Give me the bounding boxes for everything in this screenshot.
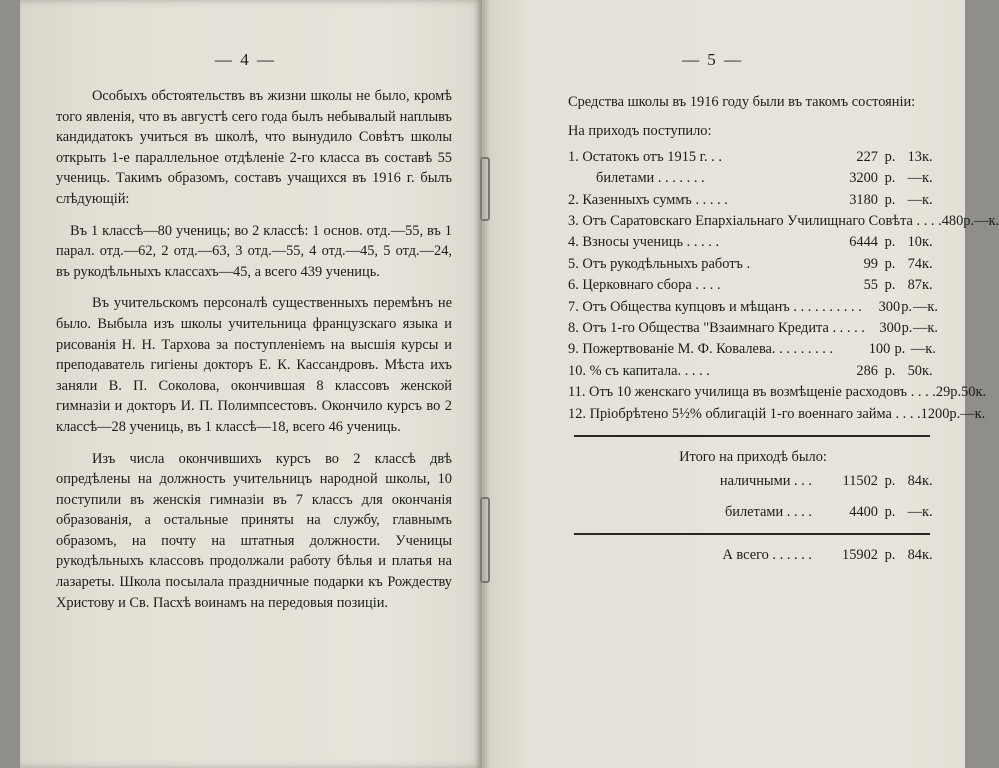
paragraph-class-statistics: Въ 1 классѣ—80 учениць; во 2 классѣ: 1 основ. отд.—55, въ 1 парал. отд.—62, 2 отд.—63, 3 отд.—55, 4 отд.—45, 5 отд.—24, въ рукодѣльныхъ классахъ—45, а всего 439 учениць.	[56, 222, 452, 280]
left-page	[20, 0, 482, 768]
income-item-row	[568, 297, 938, 318]
income-item-amount: 1200	[920, 405, 950, 422]
income-item-kopeck-unit: к.	[927, 320, 938, 337]
income-item-currency: р.	[901, 298, 912, 315]
summary-kopecks: —	[907, 503, 922, 520]
summary-row-tickets	[568, 502, 938, 523]
income-item-description: 5. Отъ рукодѣльныхъ работъ .	[568, 255, 751, 272]
summary-currency: р.	[884, 472, 896, 489]
income-item-row	[568, 232, 938, 253]
income-item-row	[568, 382, 987, 403]
page-number-left: — 4 —	[215, 50, 276, 69]
income-report	[568, 92, 999, 577]
income-item-amount: 55	[863, 277, 878, 294]
income-item-kopecks: —	[974, 213, 989, 230]
income-item-currency: р.	[950, 384, 962, 401]
income-item-kopecks: —	[913, 298, 928, 315]
income-item-kopeck-unit: к.	[922, 170, 933, 187]
divider-line	[574, 533, 930, 535]
income-item-kopecks: —	[960, 405, 975, 422]
staple-bottom	[480, 497, 490, 583]
income-item-kopecks: 50	[961, 384, 976, 401]
income-item-row	[568, 168, 938, 189]
income-label: На приходъ поступило:	[568, 123, 712, 140]
total-amount: 15902	[842, 547, 878, 564]
income-item-description: билетами . . . . . . .	[596, 170, 705, 187]
income-item-description: 8. Отъ 1-го Общества "Взаимнаго Кредита . . . . .	[568, 320, 865, 337]
income-item-description: 1. Остатокъ отъ 1915 г. . .	[568, 148, 722, 165]
income-item-currency: р.	[884, 277, 896, 294]
total-row	[568, 545, 938, 566]
income-item-kopecks: 10	[907, 234, 922, 251]
income-item-amount: 100	[868, 341, 891, 358]
income-item-kopeck-unit: к.	[988, 213, 999, 230]
staple-top	[480, 157, 490, 221]
income-item-amount: 3180	[849, 191, 878, 208]
income-item-row	[568, 254, 938, 275]
summary-label: билетами . . . .	[724, 503, 812, 520]
income-item-currency: р.	[949, 405, 961, 422]
income-item-row	[568, 318, 938, 339]
income-item-currency: р.	[884, 234, 896, 251]
summary-label: наличными . . .	[719, 472, 812, 489]
income-item-amount: 300	[878, 298, 901, 315]
income-item-kopecks: —	[910, 341, 926, 358]
book-spine	[476, 0, 490, 768]
income-item-currency: р.	[894, 341, 906, 358]
income-item-row	[568, 211, 999, 232]
total-kopeck-unit: к.	[922, 547, 933, 564]
income-item-kopecks: 74	[907, 255, 922, 272]
income-item-kopecks: 87	[907, 277, 922, 294]
total-kopecks: 84	[907, 547, 922, 564]
income-item-row	[568, 339, 938, 360]
total-currency: р.	[884, 547, 896, 564]
income-items-list	[568, 147, 999, 425]
income-item-description: 6. Церковнаго сбора . . . .	[568, 277, 721, 294]
summary-row-cash	[568, 471, 938, 492]
income-item-currency: р.	[884, 255, 896, 272]
summary-amount: 11502	[842, 472, 878, 489]
income-item-kopeck-unit: к.	[922, 191, 933, 208]
paragraph-graduates: Изъ числа окончившихъ курсъ во 2 классѣ двѣ опредѣлены на должность учительницъ народной школы, 10 поступили въ женскія гимназіи въ 7 классъ для окончанія образованія, а остальные приняты на службу, главнымъ образомъ, на почту на штатныя должности. Ученицы рукодѣльныхъ классовъ продолжали работу бѣлья и платья на лазареты. Школа посылала праздничные подарки къ Рождеству Христову и Св. Пасхѣ воинамъ на передовыя позиціи.	[56, 450, 452, 611]
income-item-amount: 6444	[849, 234, 878, 251]
summary-kopeck-unit: к.	[922, 503, 933, 520]
income-item-row	[568, 275, 938, 296]
income-item-description: 2. Казенныхъ суммъ . . . . .	[568, 191, 728, 208]
income-item-currency: р.	[884, 362, 896, 379]
income-item-kopeck-unit: к.	[974, 405, 986, 422]
income-item-amount: 99	[863, 255, 878, 272]
paragraph-teaching-staff: Въ учительскомъ персоналѣ существенныхъ перемѣнъ не было. Выбыла изъ школы учительница французскаго языка и рисованія Н. Н. Тархова за поступленіемъ на высшія курсы и преподаватель гигіены докторъ Е. К. Кассандровъ. Мѣста ихъ заняли В. П. Соколова, окончившая 8 классовъ женской гимназіи и докторъ И. П. Полимпсестовъ. Окончило курсъ во 2 классѣ—28 учениць, въ 1 классѣ—18, всего 46 учениць.	[56, 295, 452, 435]
summary-kopeck-unit: к.	[922, 472, 933, 489]
divider-line	[574, 435, 930, 437]
income-item-amount: 3200	[849, 170, 878, 187]
income-item-kopecks: —	[913, 320, 928, 337]
income-item-description: 4. Взносы учениць . . . . .	[568, 234, 720, 251]
income-item-amount: 300	[879, 320, 901, 337]
income-item-row	[568, 190, 938, 211]
income-item-kopeck-unit: к.	[925, 341, 936, 358]
income-item-description: 7. Отъ Общества купцовъ и мѣщанъ . . . . . . . . . .	[568, 298, 862, 315]
left-text-column	[56, 86, 452, 624]
income-item-currency: р.	[884, 170, 896, 187]
income-item-description: 9. Пожертвованіе М. Ф. Ковалева. . . . . . . . .	[568, 341, 834, 358]
income-item-row	[568, 361, 938, 382]
summary-currency: р.	[884, 503, 896, 520]
income-item-amount: 480	[941, 213, 964, 230]
income-item-kopecks: 13	[907, 148, 922, 165]
income-item-description: 11. Отъ 10 женскаго училища въ возмѣщеніе расходовъ . . . .	[568, 384, 936, 401]
income-item-currency: р.	[901, 320, 913, 337]
income-item-kopecks: —	[907, 191, 922, 208]
income-item-amount: 227	[856, 148, 878, 165]
paragraph-circumstances: Особыхъ обстоятельствъ въ жизни школы не было, кромѣ того явленія, что въ августѣ сего года былъ небывалый наплывъ кандидатокъ учиться въ школѣ, что вынудило Совѣтъ школы открыть 1-е параллельное отдѣленіе 2-го класса въ составѣ 55 учениць. Такимъ образомъ, составъ учащихся въ 1916 г. былъ слѣдующій:	[56, 88, 452, 207]
income-item-currency: р.	[884, 148, 896, 165]
income-item-kopeck-unit: к.	[922, 148, 933, 165]
income-item-kopeck-unit: к.	[922, 234, 933, 251]
right-page	[482, 0, 999, 768]
income-item-description: 10. % съ капитала. . . . .	[568, 362, 710, 379]
report-intro: Средства школы въ 1916 году были въ такомъ состояніи:	[568, 94, 916, 110]
income-item-description: 12. Пріобрѣтено 5½% облигацій 1-го военнаго займа . . . .	[568, 405, 921, 422]
summary-kopecks: 84	[907, 472, 922, 489]
income-item-amount: 29	[935, 384, 951, 401]
income-item-description: 3. Отъ Саратовскаго Епархіальнаго Училищнаго Совѣта . . . .	[568, 213, 942, 230]
income-item-currency: р.	[884, 191, 896, 208]
income-item-kopeck-unit: к.	[922, 255, 933, 272]
income-item-kopeck-unit: к.	[922, 277, 933, 294]
income-item-amount: 286	[856, 362, 878, 379]
income-item-row	[568, 404, 986, 425]
page-number-right: — 5 —	[682, 50, 743, 69]
income-item-kopeck-unit: к.	[927, 298, 938, 315]
income-item-kopecks: 50	[907, 362, 922, 379]
summary-amount: 4400	[849, 503, 878, 520]
total-label: А всего . . . . . .	[722, 547, 812, 564]
income-item-kopeck-unit: к.	[922, 362, 933, 379]
income-item-row	[568, 147, 938, 168]
income-item-kopecks: —	[907, 170, 922, 187]
income-item-kopeck-unit: к.	[975, 384, 987, 401]
summary-title: Итого на приходѣ было:	[679, 449, 827, 466]
income-item-currency: р.	[963, 213, 975, 230]
